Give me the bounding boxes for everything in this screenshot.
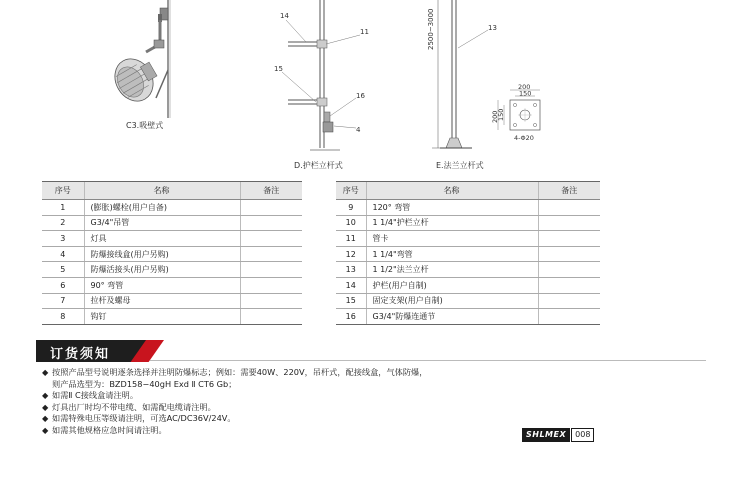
row-remark bbox=[240, 277, 302, 293]
row-name: 管卡 bbox=[366, 231, 538, 247]
table-row bbox=[336, 277, 600, 293]
row-no: 8 bbox=[42, 309, 84, 325]
table-row bbox=[42, 293, 302, 309]
row-name: 固定支架(用户自制) bbox=[366, 293, 538, 309]
row-no: 15 bbox=[336, 293, 366, 309]
ordering-notes bbox=[42, 367, 427, 436]
table-row bbox=[42, 200, 302, 216]
callout-16: 16 bbox=[356, 92, 365, 100]
row-remark bbox=[240, 309, 302, 325]
row-name: 防爆活接头(用户另购) bbox=[84, 262, 240, 278]
row-remark bbox=[538, 277, 600, 293]
table-row bbox=[336, 293, 600, 309]
row-name: G3/4"吊管 bbox=[84, 215, 240, 231]
bullet-diamond-icon: ◆ bbox=[42, 390, 49, 400]
header-remark: 备注 bbox=[240, 182, 302, 200]
row-name: 1 1/4"弯管 bbox=[366, 246, 538, 262]
row-name: (膨胀)螺栓(用户自备) bbox=[84, 200, 240, 216]
row-remark bbox=[538, 262, 600, 278]
bullet-diamond-icon: ◆ bbox=[42, 367, 49, 377]
row-remark bbox=[240, 262, 302, 278]
callout-15: 15 bbox=[274, 65, 283, 73]
bullet-diamond-icon: ◆ bbox=[42, 413, 49, 423]
row-name: 钩钉 bbox=[84, 309, 240, 325]
table-row bbox=[336, 200, 600, 216]
dim-150-left: 150 bbox=[497, 108, 505, 121]
caption-c3: C3.吸壁式 bbox=[126, 121, 164, 130]
note-item bbox=[42, 379, 427, 391]
table-row bbox=[336, 309, 600, 325]
bullet-diamond-icon: ◆ bbox=[42, 424, 49, 435]
row-remark bbox=[240, 231, 302, 247]
brand-footer bbox=[522, 428, 594, 442]
row-no: 6 bbox=[42, 277, 84, 293]
caption-e: E.法兰立杆式 bbox=[436, 161, 484, 170]
row-remark bbox=[240, 246, 302, 262]
row-no: 16 bbox=[336, 309, 366, 325]
row-name: 护栏(用户自制) bbox=[366, 277, 538, 293]
row-name: G3/4"防爆连通节 bbox=[366, 309, 538, 325]
row-name: 1 1/2"法兰立杆 bbox=[366, 262, 538, 278]
callout-4: 4 bbox=[356, 126, 361, 134]
note-item bbox=[42, 413, 427, 425]
row-no: 14 bbox=[336, 277, 366, 293]
row-remark bbox=[538, 200, 600, 216]
dim-200-left: 200 bbox=[491, 110, 499, 123]
row-no: 9 bbox=[336, 200, 366, 216]
row-remark bbox=[240, 200, 302, 216]
dim-150-top: 150 bbox=[519, 89, 532, 98]
note-item bbox=[42, 425, 427, 437]
note-item bbox=[42, 402, 427, 414]
parts-table-left bbox=[42, 181, 302, 325]
header-name: 名称 bbox=[84, 182, 240, 200]
row-remark bbox=[538, 215, 600, 231]
table-row bbox=[336, 246, 600, 262]
table-row bbox=[42, 262, 302, 278]
row-remark bbox=[240, 215, 302, 231]
note-text: 如需特殊电压等级请注明，可选AC/DC36V/24V。 bbox=[52, 413, 236, 423]
row-remark bbox=[538, 231, 600, 247]
row-no: 5 bbox=[42, 262, 84, 278]
ordering-title: 订货须知 bbox=[50, 347, 111, 362]
row-remark bbox=[538, 293, 600, 309]
brand-logo: SHLMEX bbox=[522, 428, 570, 442]
row-remark bbox=[240, 293, 302, 309]
page-number: 008 bbox=[571, 428, 594, 442]
table-row bbox=[42, 215, 302, 231]
diagram-c3-wall-mount bbox=[96, 0, 196, 130]
note-text: 灯具出厂时均不带电缆、如需配电缆请注明。 bbox=[52, 401, 216, 412]
height-dimension-label: 2500~3000 bbox=[427, 8, 435, 50]
note-text: 则产品选型为：BZD158−40gH Exd Ⅱ CT6 Gb； bbox=[52, 378, 237, 389]
row-name: 1 1/4"护栏立杆 bbox=[366, 215, 538, 231]
row-no: 1 bbox=[42, 200, 84, 216]
diagram-e-flange-post bbox=[418, 0, 568, 160]
note-text: 如需Ⅱ C接线盒请注明。 bbox=[52, 390, 139, 400]
parts-table-right bbox=[336, 181, 600, 325]
callout-11: 11 bbox=[360, 28, 369, 36]
row-no: 10 bbox=[336, 215, 366, 231]
row-no: 11 bbox=[336, 231, 366, 247]
row-no: 2 bbox=[42, 215, 84, 231]
table-row bbox=[336, 231, 600, 247]
row-name: 120° 弯管 bbox=[366, 200, 538, 216]
callout-13: 13 bbox=[488, 24, 497, 32]
section-divider bbox=[150, 360, 706, 361]
ordering-title-bar bbox=[36, 340, 164, 362]
note-text: 按照产品型号说明逐条选择并注明防爆标志；例如：需要40W、220V，吊杆式，配接线盒，气体防爆， bbox=[52, 367, 428, 377]
row-name: 拉杆及螺母 bbox=[84, 293, 240, 309]
bullet-diamond-icon: ◆ bbox=[42, 401, 49, 412]
row-no: 7 bbox=[42, 293, 84, 309]
row-no: 13 bbox=[336, 262, 366, 278]
table-row bbox=[42, 309, 302, 325]
row-name: 防爆接线盒(用户另购) bbox=[84, 246, 240, 262]
table-row bbox=[42, 277, 302, 293]
row-name: 90° 弯管 bbox=[84, 277, 240, 293]
holes-label: 4-Φ20 bbox=[514, 134, 534, 142]
table-row bbox=[42, 231, 302, 247]
caption-d: D.护栏立杆式 bbox=[294, 161, 343, 170]
dim-200-top: 200 bbox=[518, 83, 531, 91]
table-row bbox=[336, 215, 600, 231]
diagram-d-guardrail-post bbox=[270, 0, 380, 160]
row-name: 灯具 bbox=[84, 231, 240, 247]
header-remark: 备注 bbox=[538, 182, 600, 200]
header-name: 名称 bbox=[366, 182, 538, 200]
callout-14: 14 bbox=[280, 12, 289, 20]
note-text: 如需其他规格应急时间请注明。 bbox=[52, 424, 167, 435]
row-remark bbox=[538, 246, 600, 262]
row-no: 12 bbox=[336, 246, 366, 262]
header-no: 序号 bbox=[336, 182, 366, 200]
row-remark bbox=[538, 309, 600, 325]
row-no: 4 bbox=[42, 246, 84, 262]
table-row bbox=[42, 246, 302, 262]
table-row bbox=[336, 262, 600, 278]
note-item bbox=[42, 390, 427, 402]
row-no: 3 bbox=[42, 231, 84, 247]
note-item bbox=[42, 367, 427, 379]
header-no: 序号 bbox=[42, 182, 84, 200]
